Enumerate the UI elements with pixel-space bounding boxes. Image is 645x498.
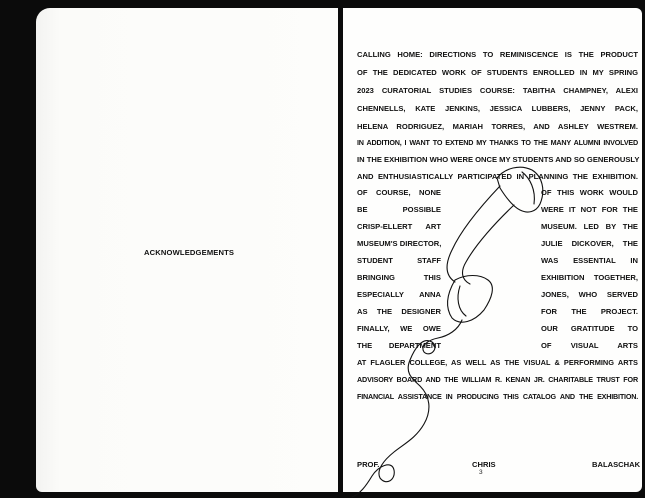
right-column-line: FOR THE PROJECT. <box>541 307 638 316</box>
right-page <box>343 8 642 492</box>
left-column-line: ESPECIALLY ANNA <box>357 290 441 299</box>
left-column-line: OF COURSE, NONE <box>357 188 441 197</box>
signature-title: PROF. <box>357 460 380 469</box>
body-line: OF THE DEDICATED WORK OF STUDENTS ENROLLED IN MY SPRING <box>357 68 638 77</box>
left-column-line: MUSEUM'S DIRECTOR, <box>357 239 442 248</box>
body-line: IN THE EXHIBITION WHO WERE ONCE MY STUDENTS AND SO GENEROUSLY <box>357 155 640 164</box>
body-line: CHENNELLS, KATE JENKINS, JESSICA LUBBERS, JENNY PACK, <box>357 104 638 113</box>
signature-first-name: CHRIS <box>472 460 496 469</box>
left-column-line: STUDENT STAFF <box>357 256 441 265</box>
acknowledgements-heading: ACKNOWLEDGEMENTS <box>144 248 235 257</box>
left-column-line: BE POSSIBLE <box>357 205 441 214</box>
left-column-line: BRINGING THIS <box>357 273 441 282</box>
right-column-line: EXHIBITION TOGETHER, <box>541 273 638 282</box>
body-line: ADVISORY BOARD AND THE WILLIAM R. KENAN JR. CHARITABLE TRUST FOR <box>357 375 638 384</box>
right-column-line: WAS ESSENTIAL IN <box>541 256 638 265</box>
body-line: HELENA RODRIGUEZ, MARIAH TORRES, AND ASHLEY WESTREM. <box>357 122 638 131</box>
left-column-line: AS THE DESIGNER <box>357 307 441 316</box>
right-column-line: JULIE DICKOVER, THE <box>541 239 638 248</box>
signature-last-name: BALASCHAK <box>592 460 641 469</box>
body-line: FINANCIAL ASSISTANCE IN PRODUCING THIS CATALOG AND THE EXHIBITION. <box>357 392 638 401</box>
left-column-line: FINALLY, WE OWE <box>357 324 441 333</box>
right-column-line: OF VISUAL ARTS <box>541 341 638 350</box>
page-number: 3 <box>479 469 483 476</box>
right-column-line: WERE IT NOT FOR THE <box>541 205 638 214</box>
body-line: AND ENTHUSIASTICALLY PARTICIPATED IN PLANNING THE EXHIBITION. <box>357 172 638 181</box>
body-line: AT FLAGLER COLLEGE, AS WELL AS THE VISUAL & PERFORMING ARTS <box>357 358 638 367</box>
right-column-line: MUSEUM. LED BY THE <box>541 222 638 231</box>
left-column-line: THE DEPARTMENT <box>357 341 441 350</box>
body-line: IN ADDITION, I WANT TO EXTEND MY THANKS TO THE MANY ALUMNI INVOLVED <box>357 138 638 147</box>
body-line: CALLING HOME: DIRECTIONS TO REMINISCENCE IS THE PRODUCT <box>357 50 638 59</box>
right-column-line: JONES, WHO SERVED <box>541 290 638 299</box>
left-column-line: CRISP-ELLERT ART <box>357 222 441 231</box>
body-line: 2023 CURATORIAL STUDIES COURSE: TABITHA CHAMPNEY, ALEXI <box>357 86 638 95</box>
right-column-line: OF THIS WORK WOULD <box>541 188 638 197</box>
right-column-line: OUR GRATITUDE TO <box>541 324 638 333</box>
left-page <box>36 8 338 492</box>
